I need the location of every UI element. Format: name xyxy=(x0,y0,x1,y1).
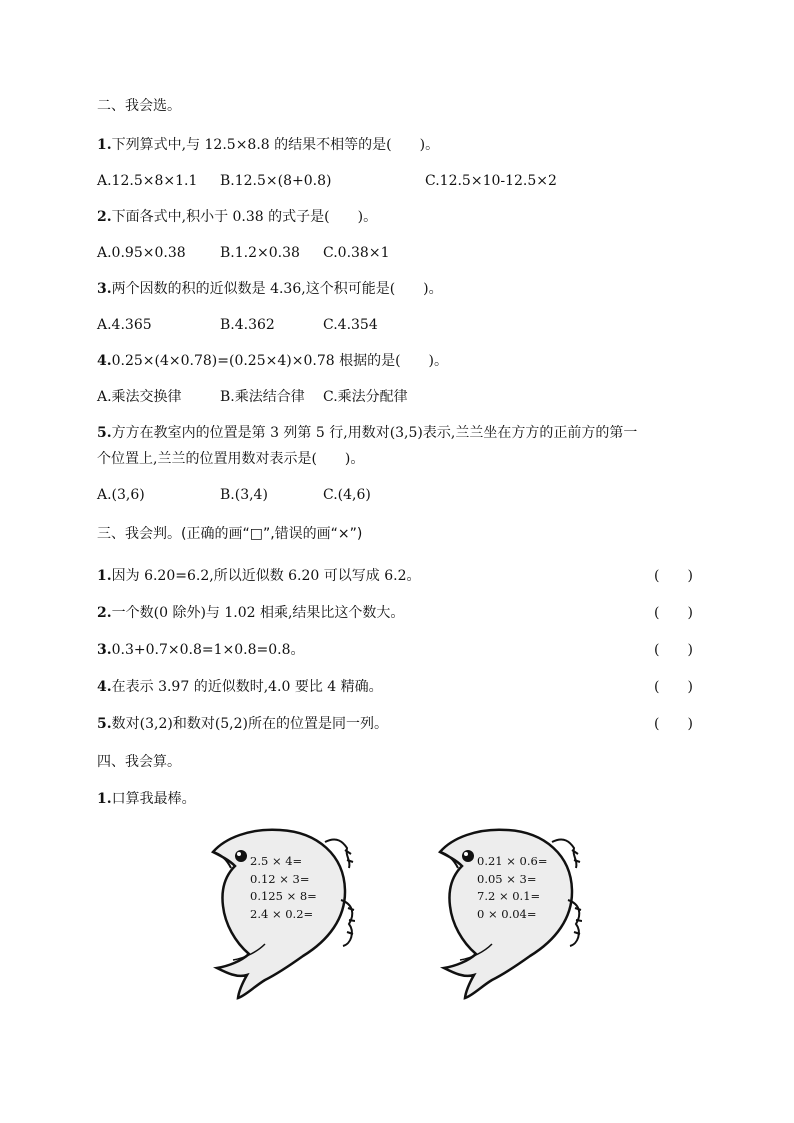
item-number: 4. xyxy=(97,679,112,695)
item-text: 0.3+0.7×0.8=1×0.8=0.8。 xyxy=(111,642,305,658)
question-text: 下面各式中,积小于 0.38 的式子是( )。 xyxy=(111,209,378,225)
question-text: 下列算式中,与 12.5×8.8 的结果不相等的是( )。 xyxy=(111,137,440,153)
section-3-title: 三、我会判。(正确的画“□”,错误的画“×”) xyxy=(97,526,363,542)
option-a[interactable]: A.(3,6) xyxy=(97,487,145,503)
section-4-title: 四、我会算。 xyxy=(97,754,181,770)
option-a[interactable]: A.4.365 xyxy=(97,317,152,333)
item-number: 1. xyxy=(97,791,112,807)
item-number: 5. xyxy=(97,716,112,732)
option-a[interactable]: A.乘法交换律 xyxy=(97,389,182,405)
calc-item: 0.21 × 0.6= xyxy=(477,854,548,868)
question-number: 1. xyxy=(97,137,112,153)
item-number: 3. xyxy=(97,642,112,658)
judgement-item xyxy=(97,677,383,697)
answer-parentheses[interactable]: ( ) xyxy=(654,605,693,621)
question-2-2 xyxy=(97,207,377,227)
question-2-5-continued: 个位置上,兰兰的位置用数对表示是( )。 xyxy=(97,451,365,467)
option-c[interactable]: C.4.354 xyxy=(323,317,378,333)
option-a[interactable]: A.12.5×8×1.1 xyxy=(97,173,198,189)
answer-parentheses[interactable]: ( ) xyxy=(654,642,693,658)
option-a[interactable]: A.0.95×0.38 xyxy=(97,245,186,261)
option-b[interactable]: B.(3,4) xyxy=(220,487,268,503)
option-b[interactable]: B.12.5×(8+0.8) xyxy=(220,173,332,189)
judgement-item xyxy=(97,603,404,623)
judgement-item xyxy=(97,566,420,586)
question-number: 5. xyxy=(97,425,112,441)
question-text: 0.25×(4×0.78)=(0.25×4)×0.78 根据的是( )。 xyxy=(111,353,449,369)
calc-item: 0.12 × 3= xyxy=(250,871,310,886)
judgement-item xyxy=(97,714,388,734)
question-2-3 xyxy=(97,279,443,299)
option-b[interactable]: B.1.2×0.38 xyxy=(220,245,300,261)
calc-item: 0 × 0.04= xyxy=(477,906,537,921)
mental-math-list xyxy=(250,853,317,923)
item-text: 因为 6.20=6.2,所以近似数 6.20 可以写成 6.2。 xyxy=(111,568,421,584)
question-2-1 xyxy=(97,135,439,155)
judgement-item xyxy=(97,640,305,660)
question-2-5 xyxy=(97,423,637,443)
option-b[interactable]: B.乘法结合律 xyxy=(220,389,305,405)
mental-math-list xyxy=(477,853,547,923)
option-c[interactable]: C.0.38×1 xyxy=(323,245,390,261)
item-number: 2. xyxy=(97,605,112,621)
section-2-title: 二、我会选。 xyxy=(97,98,181,114)
item-text: 数对(3,2)和数对(5,2)所在的位置是同一列。 xyxy=(111,716,389,732)
sub-question xyxy=(97,789,196,809)
item-text: 口算我最棒。 xyxy=(111,791,196,807)
option-c[interactable]: C.12.5×10-12.5×2 xyxy=(425,173,557,189)
option-b[interactable]: B.4.362 xyxy=(220,317,275,333)
item-number: 1. xyxy=(97,568,112,584)
calc-item: 2.5 × 4= xyxy=(250,854,303,868)
item-text: 在表示 3.97 的近似数时,4.0 要比 4 精确。 xyxy=(111,679,383,695)
question-number: 3. xyxy=(97,281,112,297)
fish-illustration-left xyxy=(205,820,355,1005)
question-2-4 xyxy=(97,351,448,371)
calc-item: 0.125 × 8= xyxy=(250,889,317,903)
option-c[interactable]: C.乘法分配律 xyxy=(323,389,408,405)
item-text: 一个数(0 除外)与 1.02 相乘,结果比这个数大。 xyxy=(111,605,405,621)
question-text: 两个因数的积的近似数是 4.36,这个积可能是( )。 xyxy=(111,281,443,297)
answer-parentheses[interactable]: ( ) xyxy=(654,568,693,584)
calc-item: 2.4 × 0.2= xyxy=(250,906,314,921)
answer-parentheses[interactable]: ( ) xyxy=(654,679,693,695)
question-number: 4. xyxy=(97,353,112,369)
answer-parentheses[interactable]: ( ) xyxy=(654,716,693,732)
question-number: 2. xyxy=(97,209,112,225)
calc-item: 7.2 × 0.1= xyxy=(477,889,541,903)
option-c[interactable]: C.(4,6) xyxy=(323,487,371,503)
fish-illustration-right xyxy=(432,820,582,1005)
calc-item: 0.05 × 3= xyxy=(477,871,537,886)
question-text: 方方在教室内的位置是第 3 列第 5 行,用数对(3,5)表示,兰兰坐在方方的正前方的第一 xyxy=(111,425,638,441)
